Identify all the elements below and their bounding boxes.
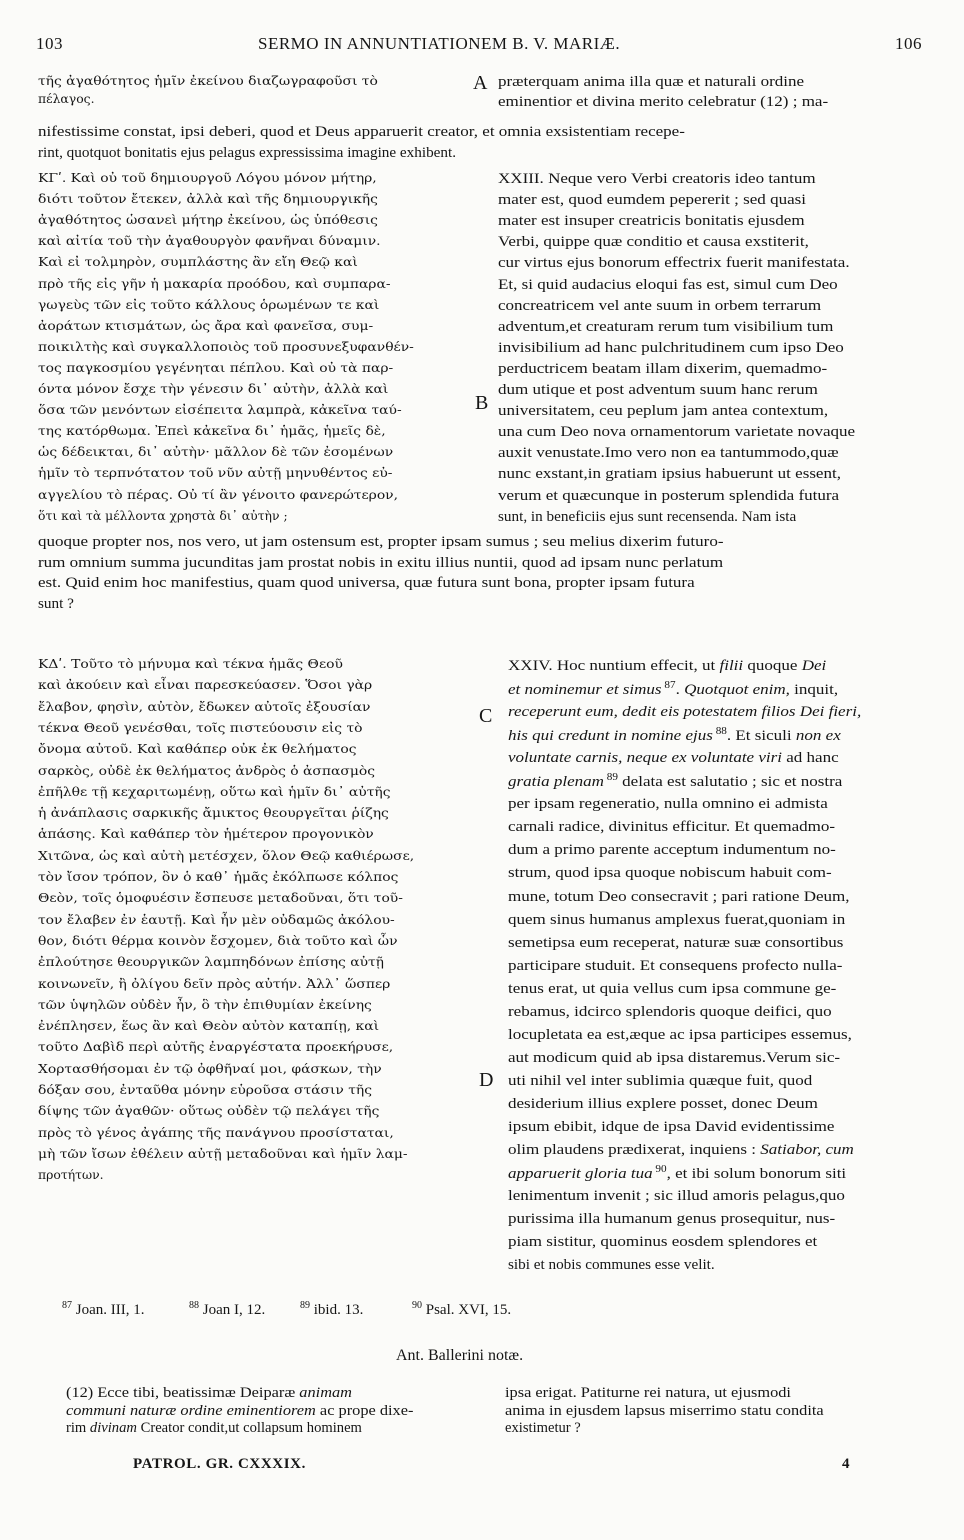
text-line: adventum,et creaturam rerum tum visibilium tum xyxy=(498,317,834,335)
footnote-text: ibid. 13. xyxy=(310,1302,364,1318)
text-line: πρὸ τῆς εἰς γῆν ἡ μακαρία προόδου, καὶ συμπαρα- xyxy=(38,275,391,291)
text-line: participare studuit. Et consequens profecto nulla- xyxy=(508,956,843,974)
text-line: olim plaudens prædixerat, inquiens : Satiabor, cum xyxy=(508,1141,854,1159)
footnote xyxy=(189,1301,265,1318)
text-line: ἡ ἀνάπλασις σαρκικῆς ἄμικτος θεουργεῖται ῥίζης xyxy=(38,805,389,821)
text-line: (12) Ecce tibi, beatissimæ Deiparæ animam xyxy=(66,1385,352,1401)
footnote xyxy=(300,1301,363,1318)
footer-right: 4 xyxy=(842,1456,850,1472)
text-line: XXIII. Neque vero Verbi creatoris ideo tantum xyxy=(498,170,816,187)
text-line: σαρκὸς, οὐδὲ ἐκ θελήματος ἀνδρὸς ὁ ἀσπασμὸς xyxy=(38,762,376,778)
text-line: ipsa erigat. Patiturne rei natura, ut ejusmodi xyxy=(505,1385,791,1401)
text-line: universitatem, ceu peplum jam antea contextum, xyxy=(498,402,829,420)
text-line: ΚΔʹ. Τοῦτο τὸ μήνυμα καὶ τέκνα ἡμᾶς Θεοῦ xyxy=(38,656,343,671)
text-line: desiderium illius explere posset, donec Deum xyxy=(508,1094,818,1112)
text-line: ἐπῆλθε τῇ κεχαριτωμένῃ, οὕτω καὶ ἡμῖν δι᾽ αὐτῆς xyxy=(38,783,391,799)
text-line: ὄνομα αὐτοῦ. Καὶ καθάπερ οὐκ ἐκ θελήματος xyxy=(38,741,357,757)
text-line: carnali radice, divinitus efficitur. Et quemadmo- xyxy=(508,818,836,836)
text-line: κοινωνεῖν, ἢ ὀλίγου δεῖν πρὸς αὐτήν. Ἀλλ᾽ ὥσπερ xyxy=(38,975,391,991)
text-line: lenimentum invenit ; sic illud amoris pelagus,quo xyxy=(508,1187,845,1205)
text-line: Χιτῶνα, ὡς καὶ αὐτὴ μετέσχεν, ὅλον Θεῷ καθιέρωσε, xyxy=(38,847,415,863)
text-line: sunt ? xyxy=(38,594,74,612)
text-line: his qui credunt in nomine ejus $^{88}$. Et siculi non ex xyxy=(508,726,841,745)
text-line: uti nihil vel inter sublimia quæque fuit, quod xyxy=(508,1071,813,1089)
text-line: τὸν ἴσον τρόπον, ὃν ὁ καθ᾽ ἡμᾶς ἐκόλπωσε κόλπος xyxy=(38,869,399,884)
text-line: sunt, in beneficiis ejus sunt recensenda. Nam ista xyxy=(498,507,797,525)
text-line: ὅσα τῶν μενόντων εἰσέπειτα λαμπρὰ, κἀκεῖνα ταύ- xyxy=(38,402,402,418)
text-line: existimetur ? xyxy=(505,1420,581,1436)
running-title: SERMO IN ANNUNTIATIONEM B. V. MARIÆ. xyxy=(258,34,621,53)
text-line: communi naturæ ordine eminentiorem ac prope dixe- xyxy=(66,1402,414,1419)
text-line: est. Quid enim hoc manifestius, quam quod universa, quæ futura sunt bona, propter ipsam futura xyxy=(38,574,695,592)
text-line: τῆς ἀγαθότητος ἡμῖν ἐκείνου διαζωγραφοῦσι τὸ xyxy=(38,73,378,88)
margin-letter-a: A xyxy=(473,72,488,94)
text-line: Et, si quid audacius eloqui fas est, simul cum Deo xyxy=(498,275,838,293)
text-line: mater est, quod eumdem pepererit ; sed quasi xyxy=(498,191,806,209)
text-line: receperunt eum, dedit eis potestatem filios Dei fieri, xyxy=(508,703,862,721)
text-line: ἁπάσης. Καὶ καθάπερ τὸν ἡμέτερον προγονικὸν xyxy=(38,826,374,842)
text-line: piam sistitur, quominus eosdem splendores et xyxy=(508,1233,818,1251)
text-line: semetipsa eum receperat, naturæ suæ consortibus xyxy=(508,933,844,951)
text-line: δίψης τῶν ἀγαθῶν· οὕτως οὐδὲν τῷ πελάγει τῆς xyxy=(38,1103,380,1119)
text-line: concreatricem vel ante suum in orbem terrarum xyxy=(498,296,822,314)
text-line: locupletata ea est,æque ac ipsa participes essemus, xyxy=(508,1025,852,1043)
footnote xyxy=(62,1301,144,1318)
text-line: verum et quæcunque in posterum splendida futura xyxy=(498,486,840,504)
text-line: et nominemur et simus $^{87}$. Quotquot enim, inquit, xyxy=(508,680,839,699)
text-line: purissima illa humanum genus prosequitur, nus- xyxy=(508,1210,836,1228)
footnote-text: Joan. III, 1. xyxy=(72,1302,145,1318)
footnote-number: 88 xyxy=(189,1300,199,1311)
text-line: ἡμῖν τὸ τερπνότατον τοῦ νῦν αὐτῇ μηνυθέντος εὐ- xyxy=(38,465,393,481)
text-line: rum omnium summa jucunditas jam prostat nobis in exitu illius nuntii, quod ad ipsam nunc perlatum xyxy=(38,553,724,571)
text-line: eminentior et divina merito celebratur (12) ; ma- xyxy=(498,93,829,110)
text-line: αγγελίου τὸ πέρας. Οὐ τί ἂν γένοιτο φανερώτερον, xyxy=(38,486,399,502)
text-line: ipsum ebibit, idque de ipsa David evidentissime xyxy=(508,1118,835,1135)
notes-title: Ant. Ballerini notæ. xyxy=(396,1347,524,1364)
footnote-text: Psal. XVI, 15. xyxy=(422,1302,512,1318)
text-line: mater est insuper creatricis bonitatis ejusdem xyxy=(498,212,805,230)
text-line: Χορτασθήσομαι ἐν τῷ ὀφθῆναί μοι, φάσκων, τὴν xyxy=(38,1060,382,1076)
text-line: ἀγαθότητος ὡσανεὶ μήτηρ ἐκείνου, ὡς ὑπόθεσις xyxy=(38,212,378,228)
text-line: μὴ τῶν ἴσων ἐθέλειν αὐτῇ μεταδοῦναι καὶ ἡμῖν λαμ- xyxy=(38,1145,408,1161)
text-line: XXIV. Hoc nuntium effecit, ut filii quoque Dei xyxy=(508,657,827,674)
text-line: rint, quotquot bonitatis ejus pelagus expressissima imagine exhibent. xyxy=(38,144,457,161)
footnote-number: 87 xyxy=(62,1300,72,1311)
footnote xyxy=(412,1301,511,1318)
text-line: strum, quod ipsa quoque nobiscum habuit com- xyxy=(508,864,832,882)
text-line: τος παγκοσμίου γεγένηται πέπλου. Καὶ οὐ τὰ παρ- xyxy=(38,359,394,375)
text-line: γωγεὺς τῶν εἰς τοῦτο κάλλους ὁρωμένων τε καὶ xyxy=(38,296,380,312)
text-line: apparuerit gloria tua $^{90}$, et ibi solum bonorum siti xyxy=(508,1164,847,1183)
text-line: cur virtus ejus bonorum effectrix fuerit manifestata. xyxy=(498,254,850,272)
text-line: Verbi, quippe quæ conditio et causa exstiterit, xyxy=(498,233,809,251)
text-line: διότι τοῦτον ἔτεκεν, ἀλλὰ καὶ τῆς δημιουργικῆς xyxy=(38,191,378,207)
text-line: τον ἔλαβεν ἐν ἑαυτῇ. Καὶ ἦν μὲν οὐδαμῶς ἀκόλου- xyxy=(38,911,395,927)
text-line: πρὸς τὸ γένος ἀγάπης τῆς πανάγνου προσίσταται, xyxy=(38,1124,394,1140)
margin-letter-d: D xyxy=(479,1069,494,1091)
footnote-number: 90 xyxy=(412,1300,422,1311)
text-line: mune, totum Deo consecravit ; pari ratione Deum, xyxy=(508,887,850,905)
text-line: quoque propter nos, nos vero, ut jam ostensum est, propter ipsam sumus ; seu melius dixerim futuro- xyxy=(38,533,724,550)
text-line: perductricem beatam illam dixerim, quemadmo- xyxy=(498,359,828,377)
text-line: ἐνέπλησεν, ἕως ἂν καὶ Θεὸν αὐτὸν καταπίῃ, καὶ xyxy=(38,1018,380,1034)
text-line: quem sinus humanus amplexus fuerat,quoniam in xyxy=(508,910,846,928)
text-line: θον, διότι θέρμα κοινὸν ἔσχομεν, διὰ τοῦτο καὶ ὧν xyxy=(38,932,398,948)
text-line: τέκνα Θεοῦ γενέσθαι, τοῖς πιστεύουσιν εἰς τὸ xyxy=(38,719,363,735)
text-line: ἔλαβον, φησὶν, αὐτὸν, ἔδωκεν αὐτοῖς ἐξουσίαν xyxy=(38,698,371,714)
text-line: ἐπλούτησε θεουργικῶν λαμπηδόνων ἐπίσης αὐτῇ xyxy=(38,954,385,970)
text-line: rim divinam Creator condit,ut collapsum hominem xyxy=(66,1420,362,1436)
text-line: τῶν ὑψηλῶν οὐδὲν ἦν, ὃ τὴν ἐπιθυμίαν ἐκείνης xyxy=(38,996,372,1012)
text-line: præterquam anima illa quæ et naturali ordine xyxy=(498,73,805,90)
margin-letter-c: C xyxy=(479,705,493,727)
text-line: dum a primo parente acceptum indumentum no- xyxy=(508,841,836,859)
text-line: πέλαγος. xyxy=(38,91,95,106)
footnote-text: Joan I, 12. xyxy=(199,1302,266,1318)
text-line: invisibilium ad hanc pulchritudinem cum ipso Deo xyxy=(498,338,844,356)
text-line: nunc exstant,in gratiam ipsius habuerunt ut essent, xyxy=(498,465,841,483)
text-line: dum utique et post adventum suum hanc rerum xyxy=(498,381,818,398)
text-line: anima in ejusdem lapsus miserrimo statu condita xyxy=(505,1402,824,1419)
text-line: aut modicum quid ab ipsa distaremus.Verum sic- xyxy=(508,1048,841,1066)
text-line: voluntate carnis, neque ex voluntate viri ad hanc xyxy=(508,749,839,767)
text-line: per ipsam regeneratio, nulla omnino ei admista xyxy=(508,795,828,813)
text-line: τοῦτο Δαβὶδ περὶ αὐτῆς ἐναργέστατα προεκήρυσε, xyxy=(38,1039,394,1055)
page-number-left: 103 xyxy=(36,34,63,53)
text-line: tenus erat, ut quia vellus cum ipsa commune ge- xyxy=(508,979,837,997)
text-line: ΚΓʹ. Καὶ οὐ τοῦ δημιουργοῦ Λόγου μόνον μήτηρ, xyxy=(38,170,377,185)
text-line: nifestissime constat, ipsi deberi, quod et Deus apparuerit creator, et omnia exsistentiam recepe- xyxy=(38,123,685,140)
page-number-right: 106 xyxy=(895,34,922,53)
text-line: rebamus, idcirco splendoris quoque deifici, quo xyxy=(508,1002,832,1020)
text-line: gratia plenam $^{89}$ delata est salutatio ; sic et nostra xyxy=(508,772,843,791)
text-line: καὶ αἰτία τοῦ τὴν ἀγαθουργὸν φανῆναι δύναμιν. xyxy=(38,233,381,249)
text-line: ὅτι καὶ τὰ μέλλοντα χρηστὰ δι᾽ αὐτὴν ; xyxy=(38,507,288,523)
text-line: ὡς δέδεικται, δι᾽ αὐτὴν· μᾶλλον δὲ τῶν ἐσομένων xyxy=(38,444,394,460)
margin-letter-b: B xyxy=(475,392,489,414)
footer-left: PATROL. GR. CXXXIX. xyxy=(133,1456,306,1472)
text-line: ποικιλτὴς καὶ συγκαλλοποιὸς τοῦ προσυνεξυφανθέν- xyxy=(38,338,414,354)
text-line: όντα μόνον ἔσχε τὴν γένεσιν δι᾽ αὐτὴν, ἀλλὰ καὶ xyxy=(38,381,389,396)
text-line: auxit venustate.Imo vero non ea tantummodo,quæ xyxy=(498,444,839,462)
text-line: δόξαν σου, ἐνταῦθα μόνην εὑροῦσα στάσιν τῆς xyxy=(38,1082,373,1097)
text-line: sibi et nobis communes esse velit. xyxy=(508,1256,715,1274)
text-line: una cum Deo nova ornamentorum varietate novaque xyxy=(498,423,856,441)
text-line: προτήτων. xyxy=(38,1167,104,1183)
text-line: ἀοράτων κτισμάτων, ὡς ἄρα καὶ φανεῖσα, συμ- xyxy=(38,317,374,333)
text-line: καὶ ἀκούειν καὶ εἶναι παρεσκεύασεν. Ὅσοι γὰρ xyxy=(38,677,373,693)
text-line: Καὶ εἰ τολμηρὸν, συμπλάστης ἂν εἴη Θεῷ καὶ xyxy=(38,254,358,270)
text-line: Θεὸν, τοῖς ὁμοφυέσιν ἔσπευσε μεταδοῦναι, ὅτι τοῦ- xyxy=(38,890,403,906)
footnote-number: 89 xyxy=(300,1300,310,1311)
text-line: της κατόρθωμα. Ἐπεὶ κἀκεῖνα δι᾽ ἡμᾶς, ἡμεῖς δὲ, xyxy=(38,423,386,439)
